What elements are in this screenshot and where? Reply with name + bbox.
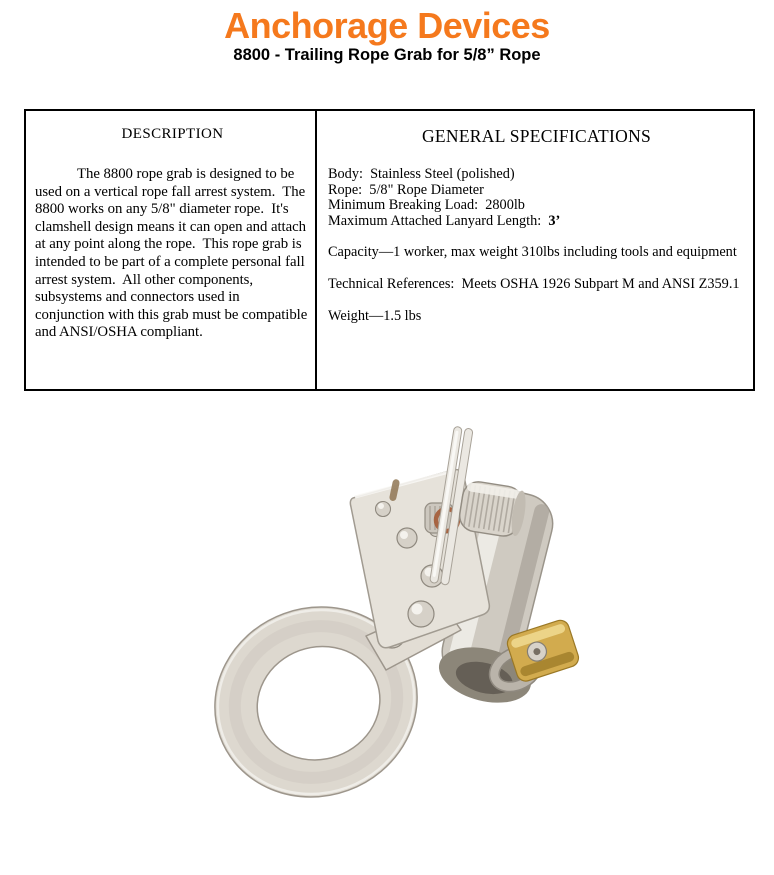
spec-capacity: Capacity—1 worker, max weight 310lbs including tools and equipment (328, 244, 737, 261)
specifications-section (317, 111, 753, 389)
specifications-heading: GENERAL SPECIFICATIONS (421, 126, 652, 146)
knurled-knob (457, 480, 528, 539)
description-section (26, 111, 317, 389)
page-header (0, 0, 774, 65)
spec-lanyard-value: 3’ (548, 212, 561, 229)
page-subtitle: 8800 - Trailing Rope Grab for 5/8” Rope (233, 46, 541, 64)
description-body: The 8800 rope grab is designed to be used on a vertical rope fall arrest system. The 8800 works on any 5/8" diameter rope. It's clamshell design means it can open and attach at any point along the rope. This rope grab is intended to be part of a complete personal fall arrest system. All other components, subsystems and connectors used in conjunction with this grab must be compatible and ANSI/OSHA compliant. (35, 166, 311, 341)
spec-group-basic (328, 167, 745, 229)
spec-box (24, 109, 755, 391)
product-photo (185, 423, 585, 823)
rope-grab-illustration (185, 423, 585, 823)
spec-lanyard-length (328, 214, 745, 230)
spec-lanyard-label: Maximum Attached Lanyard Length: (328, 212, 549, 229)
description-heading: DESCRIPTION (121, 126, 224, 142)
spec-weight: Weight—1.5 lbs (328, 307, 422, 324)
spec-breaking-load: Minimum Breaking Load: 2800lb (328, 197, 525, 214)
spec-technical-references: Technical References: Meets OSHA 1926 Subpart M and ANSI Z359.1 (328, 275, 740, 292)
page-title: Anchorage Devices (224, 5, 550, 46)
spec-body-material: Body: Stainless Steel (polished) (328, 166, 515, 182)
spec-rope-diameter: Rope: 5/8" Rope Diameter (328, 181, 484, 198)
